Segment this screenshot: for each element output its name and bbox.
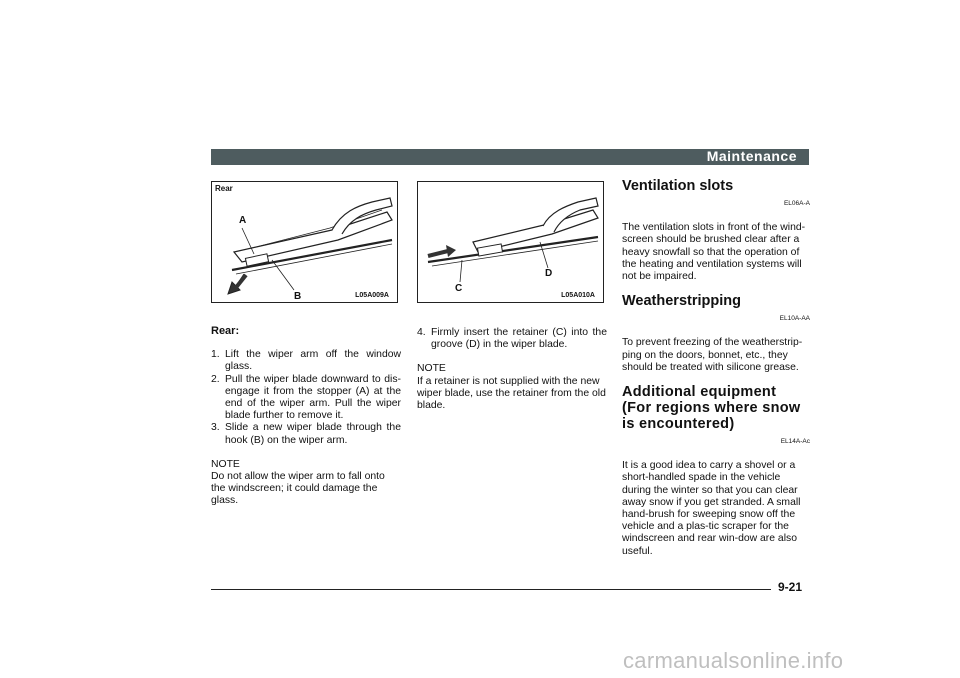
figure-rear-wiper-removal [211,181,398,303]
section-body: To prevent freezing of the weatherstrip-ping on the doors, bonnet, etc., they should be treated with silicone grease. [622,337,803,373]
list-item [417,327,607,351]
callout-a: A [239,215,247,226]
section-code: EL14A-Ac [780,438,810,446]
section-heading: Additional equipment (For regions where snow is encountered) [622,384,801,433]
wiper-arm-illustration [212,182,397,302]
steps-list [417,327,607,351]
section-weatherstripping [622,293,810,374]
list-item [211,374,401,423]
watermark-text: carmanualsonline.info [623,648,844,673]
callout-d: D [545,268,553,279]
step-number: 3. [211,422,220,434]
list-item [211,349,401,373]
step-text: Firmly insert the retainer (C) into the groove (D) in the wiper blade. [431,327,607,351]
steps-list [211,349,401,447]
list-item [211,422,401,446]
figure-tag: Rear [215,184,233,193]
rear-wiper-instructions [211,325,401,508]
step-number: 1. [211,349,220,361]
section-ventilation-slots [622,178,810,283]
step-text: Pull the wiper blade downward to dis-engage it from the stopper (A) at the end of the wiper arm. Pull the wiper blade further to remove it. [225,373,401,422]
section-title: Maintenance [706,148,797,164]
retainer-instructions [417,327,607,412]
footer-rule [211,589,771,590]
section-header-bar [211,149,809,165]
step-text: Lift the wiper arm off the window glass. [225,349,401,373]
figure-code: L05A009A [355,292,389,299]
note-body: If a retainer is not supplied with the new wiper blade, use the retainer from the old blade. [417,375,606,412]
subheading-rear: Rear: [211,325,240,337]
step-number: 2. [211,373,220,385]
winter-care-sections [622,178,810,566]
page-number: 9-21 [778,580,803,594]
section-code: EL10A-AA [779,315,810,323]
section-heading: Weatherstripping [622,293,741,310]
figure-retainer-insert [417,181,604,303]
section-additional-equipment [622,384,810,558]
section-heading: Ventilation slots [622,178,734,194]
retainer-illustration [418,182,603,302]
note-title: NOTE [211,458,240,470]
callout-b: B [294,291,302,302]
section-body: It is a good idea to carry a shovel or a short-handled spade in the vehicle during the winter so that you can clear away snow if you get stranded. A small hand-brush for sweeping snow off the vehicle and a plas-tic scraper for the windscreen and rear win-dow are also useful. [622,460,801,557]
callout-c: C [455,283,463,294]
note-title: NOTE [417,363,446,375]
figure-code: L05A010A [561,292,595,299]
section-code: EL06A-A [783,200,810,207]
note-body: Do not allow the wiper arm to fall onto the windscreen; it could damage the glass. [211,471,385,507]
section-body: The ventilation slots in front of the wind-screen should be brushed clear after a heavy snowfall so that the operation of the heating and ventilation systems will not be impaired. [622,222,806,283]
step-number: 4. [417,327,426,338]
step-text: Slide a new wiper blade through the hook (B) on the wiper arm. [225,422,401,446]
